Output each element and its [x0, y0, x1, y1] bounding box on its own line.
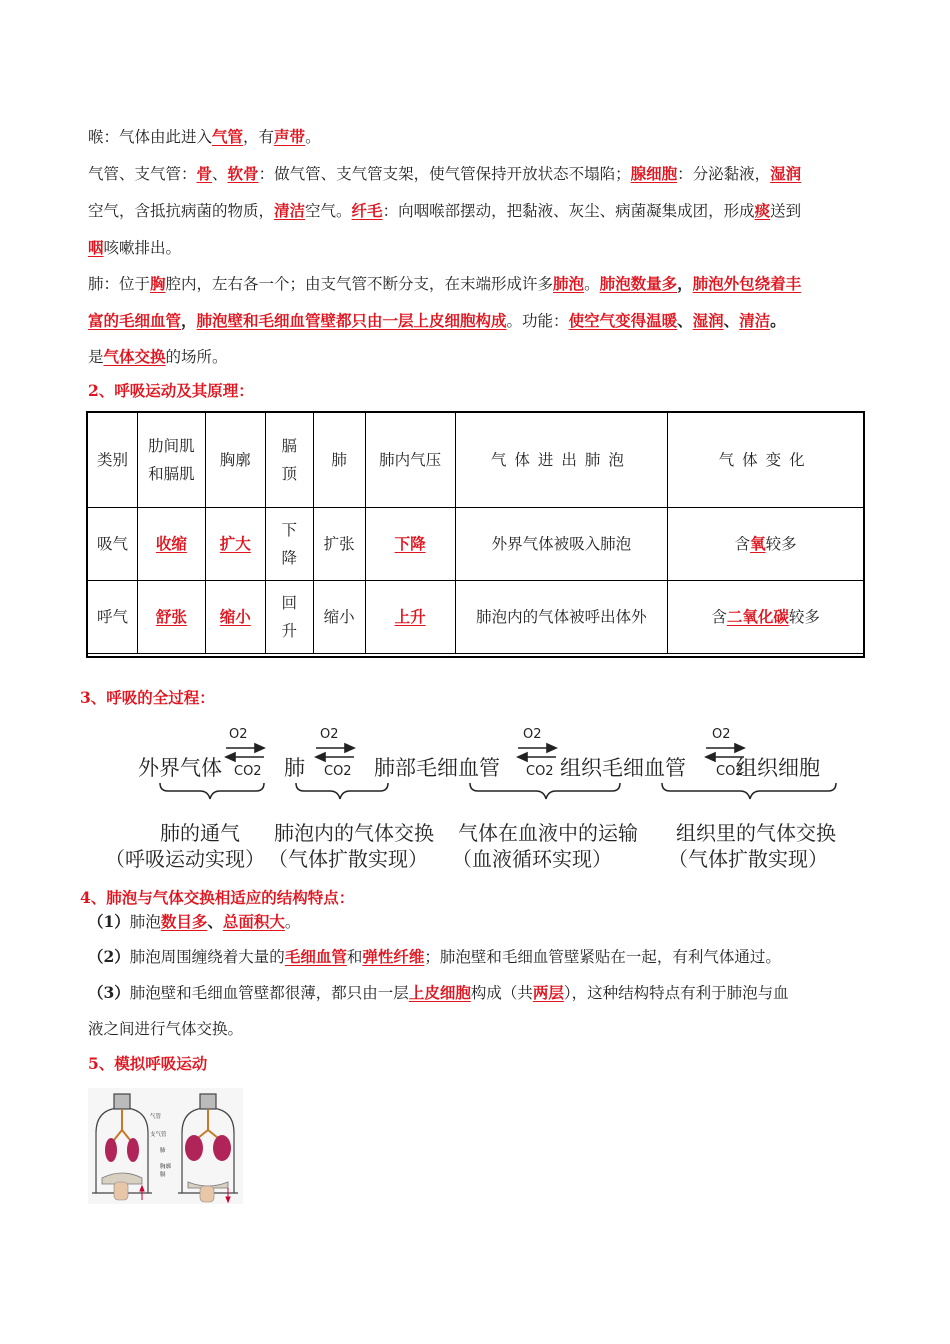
- figure-label: 胸廓: [160, 1164, 172, 1170]
- text: 肺泡: [129, 913, 161, 931]
- key-term: 声带: [274, 127, 306, 146]
- lung-line-1: [88, 274, 801, 294]
- table-cell: [205, 581, 265, 654]
- key-term: 氧: [750, 534, 766, 553]
- text: 的场所。: [165, 348, 228, 366]
- text: 、: [677, 311, 693, 330]
- text: 空气。: [305, 202, 352, 220]
- table-cell: 外界气体被吸入肺泡: [455, 508, 668, 581]
- larynx-line: [88, 127, 321, 147]
- header-cell: 类别: [88, 413, 138, 508]
- header-cell: 气体进出肺泡: [455, 413, 668, 508]
- text: 肺：位于: [88, 275, 151, 293]
- table-cell: 呼气: [88, 581, 138, 654]
- figure-label: 支气管: [150, 1132, 167, 1138]
- key-term: 弹性纤维: [362, 947, 425, 966]
- trachea-line-3: [88, 238, 181, 258]
- key-term: 肺泡: [553, 274, 585, 293]
- stage-method: （血液循环实现）: [452, 847, 612, 871]
- text: 。: [284, 913, 301, 931]
- node-lung: 肺: [284, 756, 305, 780]
- trachea-line-2: [88, 201, 801, 221]
- text: 喉：气体由此进入: [88, 128, 213, 146]
- cell-text: 降: [281, 549, 297, 567]
- figure-label: 气管: [150, 1114, 162, 1120]
- cell-text: 含: [734, 535, 751, 553]
- key-term: 软骨: [227, 164, 259, 183]
- key-term: 胸: [150, 274, 166, 293]
- brace-icon: [160, 783, 264, 799]
- key-term: 两层: [532, 983, 564, 1002]
- table-cell: 肺泡内的气体被呼出体外: [455, 581, 668, 654]
- o2-label: O2: [320, 727, 339, 742]
- trachea-line-1: [88, 164, 801, 184]
- key-term: 气管: [212, 127, 244, 146]
- stage-name: 肺泡内的气体交换: [274, 821, 434, 845]
- key-term: 肺泡数量多: [599, 274, 678, 293]
- text: 空气，含抵抗病菌的物质，: [88, 202, 275, 220]
- key-term: 咽: [88, 238, 104, 257]
- table-cell: [365, 508, 455, 581]
- key-term: 腺细胞: [630, 164, 678, 183]
- text: 、: [723, 311, 740, 330]
- key-term: 二氧化碳: [726, 607, 789, 626]
- table-cell: [265, 508, 313, 581]
- text: ，有: [243, 128, 275, 146]
- text: 腔内，左右各一个；由支气管不断分支，在末端形成许多: [165, 275, 554, 293]
- text: 、: [207, 912, 223, 931]
- table-cell: [205, 508, 265, 581]
- text: ），这种结构特点有利于肺泡与血: [563, 984, 789, 1002]
- key-term: 上升: [394, 607, 426, 626]
- section-2-heading: 2、呼吸运动及其原理：: [88, 381, 254, 400]
- text: 肺泡壁和毛细血管壁都很薄，都只由一层: [129, 984, 409, 1002]
- brace-icon: [296, 783, 388, 799]
- text: 气管、支气管：: [88, 165, 197, 183]
- diagram-arrows: [0, 700, 950, 820]
- key-term: 痰: [754, 201, 771, 220]
- section-5-heading: 5、模拟呼吸运动: [88, 1054, 208, 1073]
- stage-name: 组织里的气体交换: [676, 821, 836, 845]
- table-row: [88, 508, 864, 581]
- brace-icon: [662, 783, 836, 799]
- breathing-model-figure: [88, 1088, 243, 1204]
- o2-label: O2: [523, 727, 542, 742]
- cell-text: 含: [711, 608, 727, 626]
- node-lung-capillaries: 肺部毛细血管: [374, 756, 500, 780]
- cell-text: 升: [281, 622, 297, 640]
- co2-label: CO2: [716, 764, 744, 779]
- header-cell: 气体变化: [668, 413, 864, 508]
- cell-text: 下: [281, 521, 297, 539]
- key-term: 毛细血管: [284, 947, 347, 966]
- header-text: 顶: [281, 465, 297, 483]
- o2-label: O2: [229, 727, 248, 742]
- text: 。功能：: [506, 312, 569, 330]
- breathing-table: [87, 412, 864, 654]
- stage-name: 肺的通气: [160, 821, 240, 845]
- key-term: 收缩: [155, 534, 187, 553]
- item-number: （1）: [88, 912, 130, 931]
- text: ：向咽喉部摆动，把黏液、灰尘、病菌凝集成团，形成: [382, 202, 755, 220]
- key-term: 缩小: [219, 607, 251, 626]
- point-2: [88, 947, 781, 967]
- point-3-cont: 液之间进行气体交换。: [88, 1020, 244, 1038]
- section-4-heading: 4、肺泡与气体交换相适应的结构特点：: [80, 888, 355, 907]
- header-text: 膈: [281, 437, 297, 455]
- bell-jar-illustration: [88, 1088, 243, 1204]
- item-number: （2）: [88, 947, 130, 966]
- text: 和: [346, 948, 363, 966]
- cell-text: 较多: [765, 535, 797, 553]
- key-term: 清洁: [739, 311, 771, 330]
- co2-label: CO2: [324, 764, 352, 779]
- key-term: 纤毛: [351, 201, 383, 220]
- item-number: （3）: [88, 983, 130, 1002]
- header-text: 肋间肌: [148, 437, 195, 455]
- double-arrow-icon: [226, 744, 264, 761]
- text: 送到: [770, 202, 802, 220]
- table-cell: [137, 508, 205, 581]
- text: 肺泡周围缠绕着大量的: [129, 948, 285, 966]
- double-arrow-icon: [706, 744, 744, 761]
- stage-name: 气体在血液中的运输: [458, 821, 638, 845]
- table-cell: 扩张: [313, 508, 365, 581]
- stage-method: （气体扩散实现）: [668, 847, 828, 871]
- header-cell: [137, 413, 205, 508]
- table-cell: 缩小: [313, 581, 365, 654]
- key-term: 总面积大: [222, 912, 285, 931]
- key-term: 清洁: [274, 201, 306, 220]
- co2-label: CO2: [234, 764, 262, 779]
- lung-line-2: [88, 311, 786, 331]
- key-term: 湿润: [692, 311, 724, 330]
- text: ，: [677, 274, 693, 293]
- key-term: 扩大: [219, 534, 251, 553]
- text: 。: [305, 128, 321, 146]
- figure-label: 肺: [160, 1148, 166, 1154]
- table-cell: [137, 581, 205, 654]
- key-term: 肺泡外包绕着丰: [692, 274, 802, 293]
- point-1: [88, 912, 300, 932]
- node-tissue-capillaries: 组织毛细血管: [560, 756, 686, 780]
- key-term: 上皮细胞: [408, 983, 471, 1002]
- table-cell: [265, 581, 313, 654]
- key-term: 气体交换: [103, 347, 166, 366]
- table-cell: [668, 508, 864, 581]
- table-cell: [365, 581, 455, 654]
- table-row: [88, 581, 864, 654]
- key-term: 下降: [394, 534, 426, 553]
- table-header-row: [88, 413, 864, 508]
- cell-text: 较多: [788, 608, 820, 626]
- key-term: 骨: [196, 164, 213, 183]
- double-arrow-icon: [316, 744, 354, 761]
- header-cell: [265, 413, 313, 508]
- text: ，: [181, 311, 197, 330]
- text: ：分泌黏液，: [677, 165, 771, 183]
- key-term: 肺泡壁和毛细血管壁都只由一层上皮细胞构成: [196, 311, 507, 330]
- brace-icon: [470, 783, 620, 799]
- text: 、: [212, 165, 228, 183]
- key-term: 数目多: [160, 912, 208, 931]
- cell-text: 回: [281, 594, 297, 612]
- header-cell: 肺内气压: [365, 413, 455, 508]
- text: 构成（共: [470, 984, 533, 1002]
- table-cell: 吸气: [88, 508, 138, 581]
- key-term: 舒张: [155, 607, 187, 626]
- key-term: 湿润: [770, 164, 802, 183]
- key-term: 使空气变得温暖: [568, 311, 678, 330]
- node-tissue-cells: 组织细胞: [736, 756, 820, 780]
- text: ；肺泡壁和毛细血管壁紧贴在一起，有利气体通过。: [424, 948, 781, 966]
- header-cell: 胸廓: [205, 413, 265, 508]
- text: 。: [584, 275, 600, 293]
- header-cell: 肺: [313, 413, 365, 508]
- header-text: 和膈肌: [148, 465, 195, 483]
- key-term: 富的毛细血管: [88, 311, 182, 330]
- text: 是: [88, 348, 104, 366]
- lung-line-3: [88, 347, 228, 367]
- text: 咳嗽排出。: [103, 239, 182, 257]
- text: ：做气管、支气管支架，使气管保持开放状态不塌陷；: [258, 165, 631, 183]
- node-outside-air: 外界气体: [138, 756, 222, 780]
- point-3: [88, 983, 789, 1003]
- stage-method: （呼吸运动实现）: [105, 847, 265, 871]
- table-cell: [668, 581, 864, 654]
- stage-method: （气体扩散实现）: [268, 847, 428, 871]
- co2-label: CO2: [526, 764, 554, 779]
- o2-label: O2: [712, 727, 731, 742]
- section-3-heading: 3、呼吸的全过程：: [80, 688, 215, 707]
- figure-label: 膈: [160, 1172, 166, 1178]
- text: 。: [770, 311, 786, 330]
- double-arrow-icon: [518, 744, 556, 761]
